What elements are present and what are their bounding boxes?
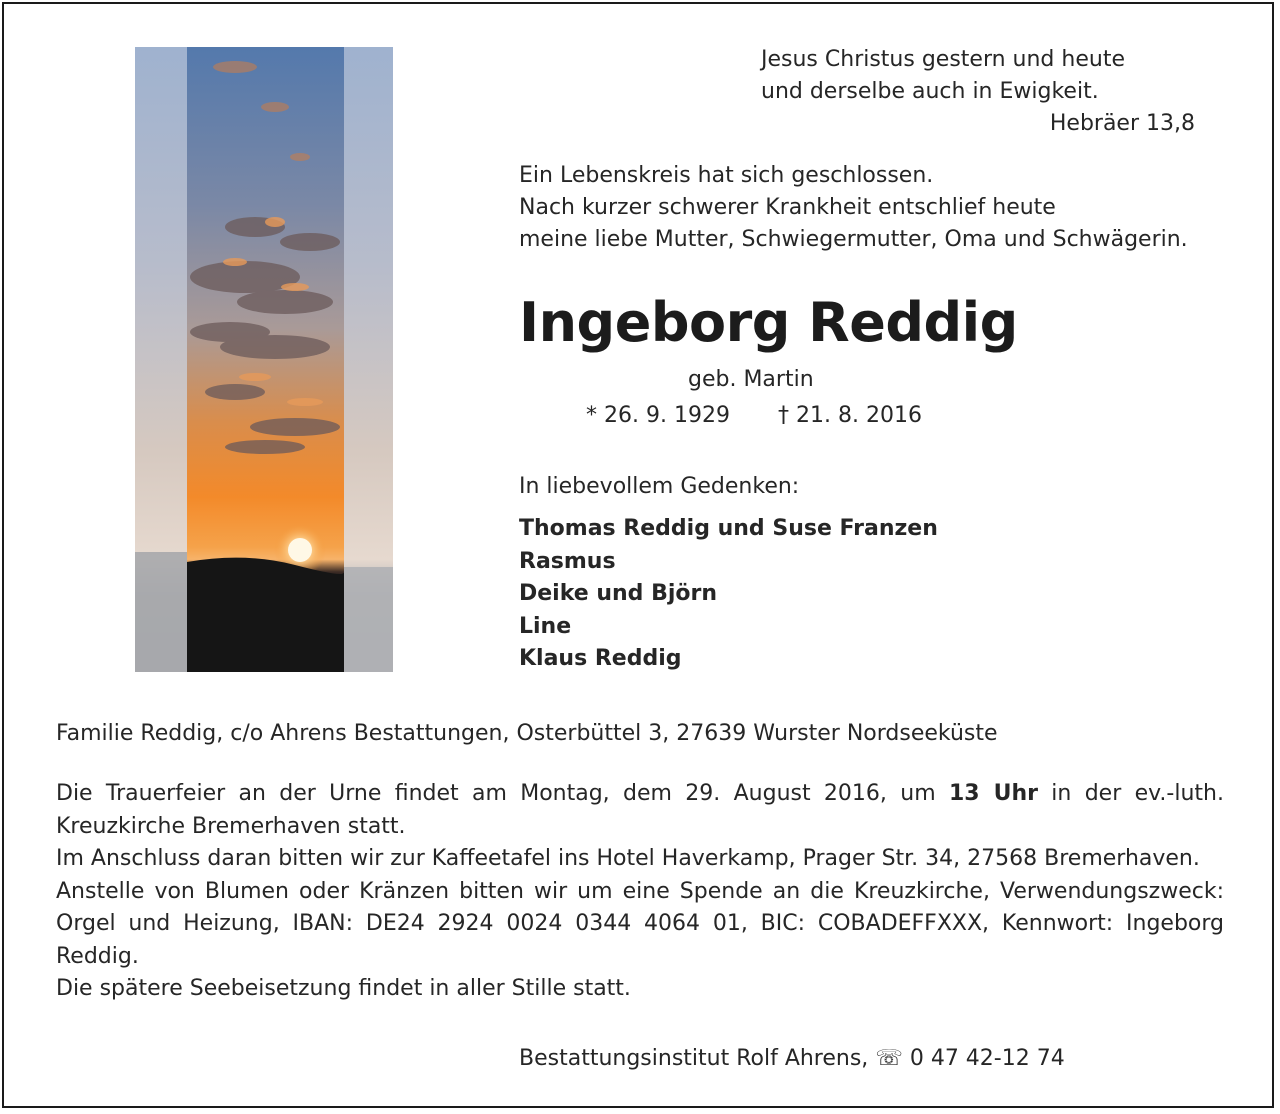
- service-text-end: in der ev.-luth. Kreuzkirche Bremerhaven statt.: [56, 781, 1224, 839]
- funeral-home-name: Bestattungsinstitut Rolf Ahrens,: [519, 1046, 869, 1071]
- mourner-name: Deike und Björn: [519, 581, 718, 606]
- service-text: Die Trauerfeier an der Urne findet am Montag, dem 29. August 2016, um: [56, 781, 949, 806]
- intro-line: Nach kurzer schwerer Krankheit entschlief heute: [519, 195, 1056, 220]
- service-paragraph: [56, 778, 1224, 843]
- gedenken-label: In liebevollem Gedenken:: [519, 474, 800, 499]
- sunset-photo: [135, 47, 393, 672]
- maiden-name: geb. Martin: [688, 367, 814, 392]
- birth-date: * 26. 9. 1929: [586, 403, 730, 428]
- phone-number: 0 47 42-12 74: [909, 1046, 1065, 1071]
- telephone-icon: ☏: [875, 1046, 903, 1071]
- mourner-name: Thomas Reddig und Suse Franzen: [519, 516, 938, 541]
- verse-line: und derselbe auch in Ewigkeit.: [761, 79, 1099, 104]
- verse-line: Jesus Christus gestern und heute: [761, 47, 1125, 72]
- coffee-paragraph: Im Anschluss daran bitten wir zur Kaffeetafel ins Hotel Haverkamp, Prager Str. 34, 27568 Bremerhaven.: [56, 846, 1200, 871]
- deceased-name: Ingeborg Reddig: [519, 291, 1018, 354]
- service-details: [56, 778, 1224, 1006]
- service-time: 13 Uhr: [948, 781, 1038, 806]
- mourner-name: Line: [519, 613, 572, 639]
- mourner-name: Klaus Reddig: [519, 646, 682, 671]
- death-date: † 21. 8. 2016: [778, 403, 922, 428]
- bible-verse: [761, 44, 1125, 108]
- intro-line: meine liebe Mutter, Schwiegermutter, Oma und Schwägerin.: [519, 227, 1188, 252]
- verse-reference: Hebräer 13,8: [1049, 111, 1195, 136]
- funeral-home-line: [519, 1043, 1065, 1075]
- donation-paragraph: Anstelle von Blumen oder Kränzen bitten wir um eine Spende an die Kreuzkirche, Verwendungszweck: Orgel und Heizung, IBAN: DE24 2924 0024 0344 4064 01, BIC: COBADEFFXXX, Kennwort: Ingeborg Reddig.: [56, 878, 1224, 969]
- intro-text: [519, 160, 1188, 256]
- family-address: Familie Reddig, c/o Ahrens Bestattungen, Osterbüttel 3, 27639 Wurster Nordseeküste: [56, 721, 998, 746]
- mourners-list: [519, 513, 938, 676]
- mourner-name: Rasmus: [519, 548, 616, 574]
- intro-line: Ein Lebenskreis hat sich geschlossen.: [519, 163, 934, 188]
- burial-paragraph: Die spätere Seebeisetzung findet in aller Stille statt.: [56, 976, 631, 1001]
